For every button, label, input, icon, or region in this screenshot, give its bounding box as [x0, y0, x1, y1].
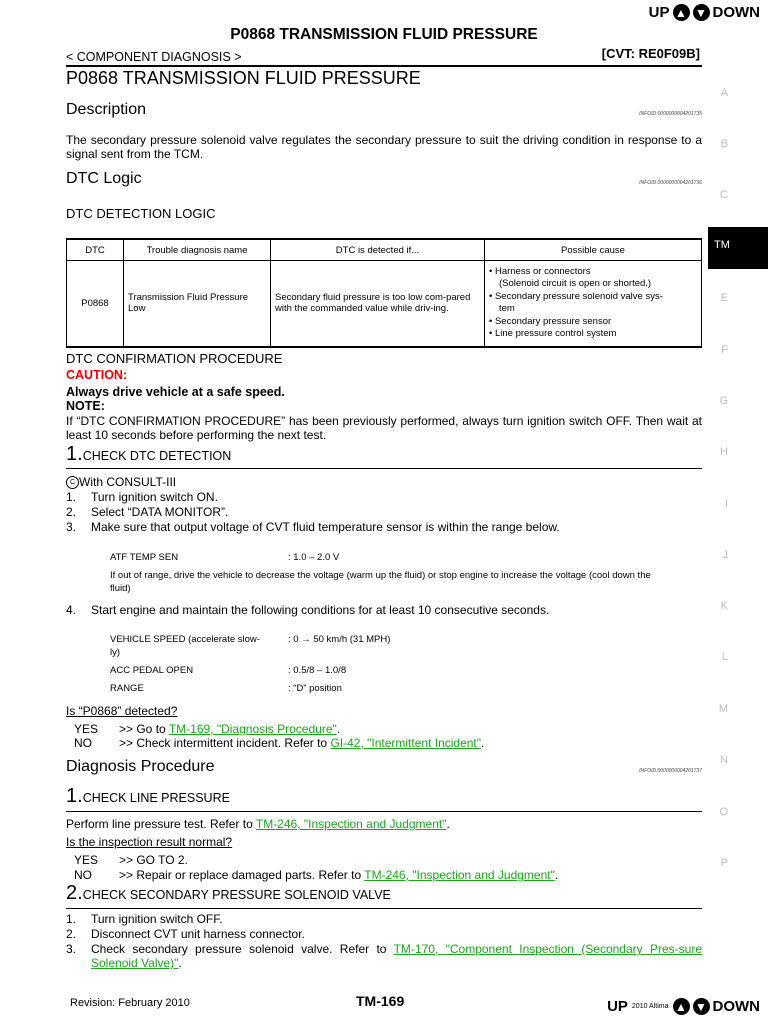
- cell-dtc: P0868: [67, 261, 124, 347]
- link-diagnosis-procedure[interactable]: TM-169, "Diagnosis Procedure": [168, 722, 337, 736]
- link-intermittent-incident[interactable]: GI-42, "Intermittent Incident": [330, 736, 482, 750]
- atf-value: : 1.0 – 2.0 V: [288, 552, 340, 563]
- step-rule: [66, 908, 702, 909]
- condition-label: VEHICLE SPEED (accelerate slow- ly): [110, 634, 260, 658]
- condition-label: RANGE: [110, 683, 144, 694]
- col-cause: Possible cause: [485, 239, 702, 261]
- cause-item: • Line pressure control system: [489, 328, 617, 340]
- cell-detected: Secondary fluid pressure is too low com-pared with the commanded value while driv-ing.: [271, 261, 485, 347]
- section-label: < COMPONENT DIAGNOSIS >: [66, 50, 242, 64]
- description-info-id: INFOID:0000000004201735: [639, 111, 702, 117]
- arrow-down-icon[interactable]: ▼: [693, 998, 710, 1015]
- step-rule: [66, 811, 702, 812]
- step-number: 1.: [66, 443, 83, 465]
- condition-value: : 0.5/8 – 1.0/8: [288, 665, 347, 676]
- dtc-detection-logic-heading: DTC DETECTION LOGIC: [66, 206, 216, 221]
- nav-bottom: [607, 998, 760, 1015]
- description-heading: Description: [66, 101, 147, 118]
- dtc-logic-info-id: INFOID:0000000004201736: [639, 180, 702, 186]
- side-index-e[interactable]: E: [720, 292, 728, 304]
- side-index-m[interactable]: M: [718, 703, 728, 715]
- step-1-header: [66, 443, 231, 466]
- question: Is the inspection result normal?: [66, 835, 233, 849]
- step-2-header: [66, 882, 391, 905]
- condition-value: : “D” position: [288, 683, 342, 694]
- side-index-l[interactable]: L: [721, 651, 728, 663]
- list-item: 2. Disconnect CVT unit harness connector.: [66, 927, 305, 941]
- side-index-c[interactable]: C: [720, 189, 728, 201]
- side-index-tm[interactable]: TM: [708, 227, 768, 269]
- nav-down-label[interactable]: DOWN: [712, 998, 760, 1015]
- header-rule: [66, 65, 702, 67]
- condition-value: : 0 → 50 km/h (31 MPH): [288, 634, 391, 645]
- answer-no: NO >> Repair or replace damaged parts. Refer to TM-246, "Inspection and Judgment".: [74, 868, 559, 882]
- cause-item: • Secondary pressure sensor: [489, 315, 612, 327]
- side-index-g[interactable]: G: [719, 395, 728, 407]
- page-title: P0868 TRANSMISSION FLUID PRESSURE: [66, 68, 421, 88]
- note-text: If “DTC CONFIRMATION PROCEDURE” has been previously performed, always turn ignition switch OFF. Then wait at least 10 seconds before performing the next test.: [66, 414, 702, 442]
- col-dtc: DTC: [67, 239, 124, 261]
- col-name: Trouble diagnosis name: [124, 239, 271, 261]
- link-component-inspection[interactable]: TM-170, "Component Inspection (Secondary Pres-sure Solenoid Valve)": [91, 942, 702, 970]
- note-label: NOTE:: [66, 399, 105, 413]
- answer-yes: YES >> Go to TM-169, "Diagnosis Procedure".: [74, 722, 341, 736]
- cause-item: tem: [499, 303, 515, 315]
- caution-label: CAUTION:: [66, 368, 128, 382]
- list-item: 4. Start engine and maintain the following conditions for at least 10 consecutive seconds.: [66, 603, 550, 617]
- nav-down-label[interactable]: DOWN: [712, 4, 760, 21]
- nav-up-label[interactable]: UP: [648, 4, 670, 21]
- revision-label: Revision: February 2010: [70, 997, 190, 1009]
- side-index-j[interactable]: J: [722, 549, 728, 561]
- cell-name: Transmission Fluid Pressure Low: [124, 261, 271, 347]
- link-inspection-judgment[interactable]: TM-246, "Inspection and Judgment": [364, 868, 555, 882]
- step-number: 1.: [66, 785, 83, 807]
- side-index-p[interactable]: P: [720, 857, 728, 869]
- consult-text: With CONSULT-III: [79, 475, 177, 489]
- model-label: [CVT: RE0F09B]: [601, 46, 700, 61]
- side-index-o[interactable]: O: [719, 806, 728, 818]
- cell-causes: [485, 261, 702, 347]
- side-index-f[interactable]: F: [721, 344, 728, 356]
- step-number: 2.: [66, 882, 83, 904]
- step-title: CHECK DTC DETECTION: [82, 449, 232, 463]
- step-1-header: [66, 785, 230, 808]
- nav-top: [649, 4, 760, 21]
- list-item: 3. Make sure that output voltage of CVT fluid temperature sensor is within the range below.: [66, 520, 560, 534]
- line-pressure-text: Perform line pressure test. Refer to TM-246, "Inspection and Judgment".: [66, 817, 450, 831]
- atf-note: If out of range, drive the vehicle to decrease the voltage (warm up the fluid) or stop engine to increase the voltage (cool down the fluid): [110, 570, 651, 594]
- dtc-table: [66, 238, 702, 348]
- consult-line: [66, 475, 176, 489]
- col-detected: DTC is detected if...: [271, 239, 485, 261]
- diagnosis-heading: Diagnosis Procedure: [66, 758, 215, 775]
- question: Is “P0868” detected?: [66, 704, 178, 718]
- cause-item: • Harness or connectors: [489, 265, 591, 277]
- condition-label: ACC PEDAL OPEN: [110, 665, 194, 676]
- list-item: 3. Check secondary pressure solenoid valve. Refer to TM-170, "Component Inspection (Secondary Pres-sure Solenoid Valve)".: [66, 942, 702, 970]
- side-index-a[interactable]: A: [720, 87, 728, 99]
- step-title: CHECK SECONDARY PRESSURE SOLENOID VALVE: [82, 888, 391, 902]
- page-number: TM-169: [356, 993, 405, 1009]
- step-rule: [66, 468, 702, 469]
- description-text: The secondary pressure solenoid valve regulates the secondary pressure to suit the driving condition in response to a signal sent from the TCM.: [66, 133, 702, 161]
- header-title: P0868 TRANSMISSION FLUID PRESSURE: [230, 26, 538, 43]
- answer-yes: YES >> GO TO 2.: [74, 853, 188, 867]
- confirmation-heading: DTC CONFIRMATION PROCEDURE: [66, 351, 283, 366]
- dtc-logic-heading: DTC Logic: [66, 170, 142, 187]
- side-index-n[interactable]: N: [720, 754, 728, 766]
- nav-up-label[interactable]: UP: [607, 998, 628, 1015]
- arrow-up-icon[interactable]: ▲: [673, 4, 690, 21]
- table-row: [67, 261, 702, 347]
- list-item: 2. Select “DATA MONITOR”.: [66, 505, 229, 519]
- link-inspection-judgment[interactable]: TM-246, "Inspection and Judgment": [255, 817, 447, 831]
- step-title: CHECK LINE PRESSURE: [82, 791, 230, 805]
- diagnosis-info-id: INFOID:0000000004201737: [639, 768, 702, 774]
- caution-text: Always drive vehicle at a safe speed.: [66, 385, 285, 399]
- side-index-h[interactable]: H: [720, 446, 728, 458]
- answer-no: NO >> Check intermittent incident. Refer to GI-42, "Intermittent Incident".: [74, 736, 485, 750]
- dtc-table-header-row: [67, 239, 702, 261]
- consult-icon: C: [66, 476, 79, 489]
- atf-label: ATF TEMP SEN: [110, 552, 179, 563]
- side-index-b[interactable]: B: [720, 138, 728, 150]
- cause-item: (Solenoid circuit is open or shorted.): [499, 278, 652, 290]
- side-index-i[interactable]: I: [724, 498, 728, 510]
- cause-item: • Secondary pressure solenoid valve sys-: [489, 290, 663, 302]
- year-label: 2010 Altima: [631, 1003, 669, 1010]
- side-index-k[interactable]: K: [720, 600, 728, 612]
- list-item: 1. Turn ignition switch ON.: [66, 490, 218, 504]
- arrow-up-icon[interactable]: ▲: [673, 998, 690, 1015]
- list-item: 1. Turn ignition switch OFF.: [66, 912, 223, 926]
- arrow-down-icon[interactable]: ▼: [693, 4, 710, 21]
